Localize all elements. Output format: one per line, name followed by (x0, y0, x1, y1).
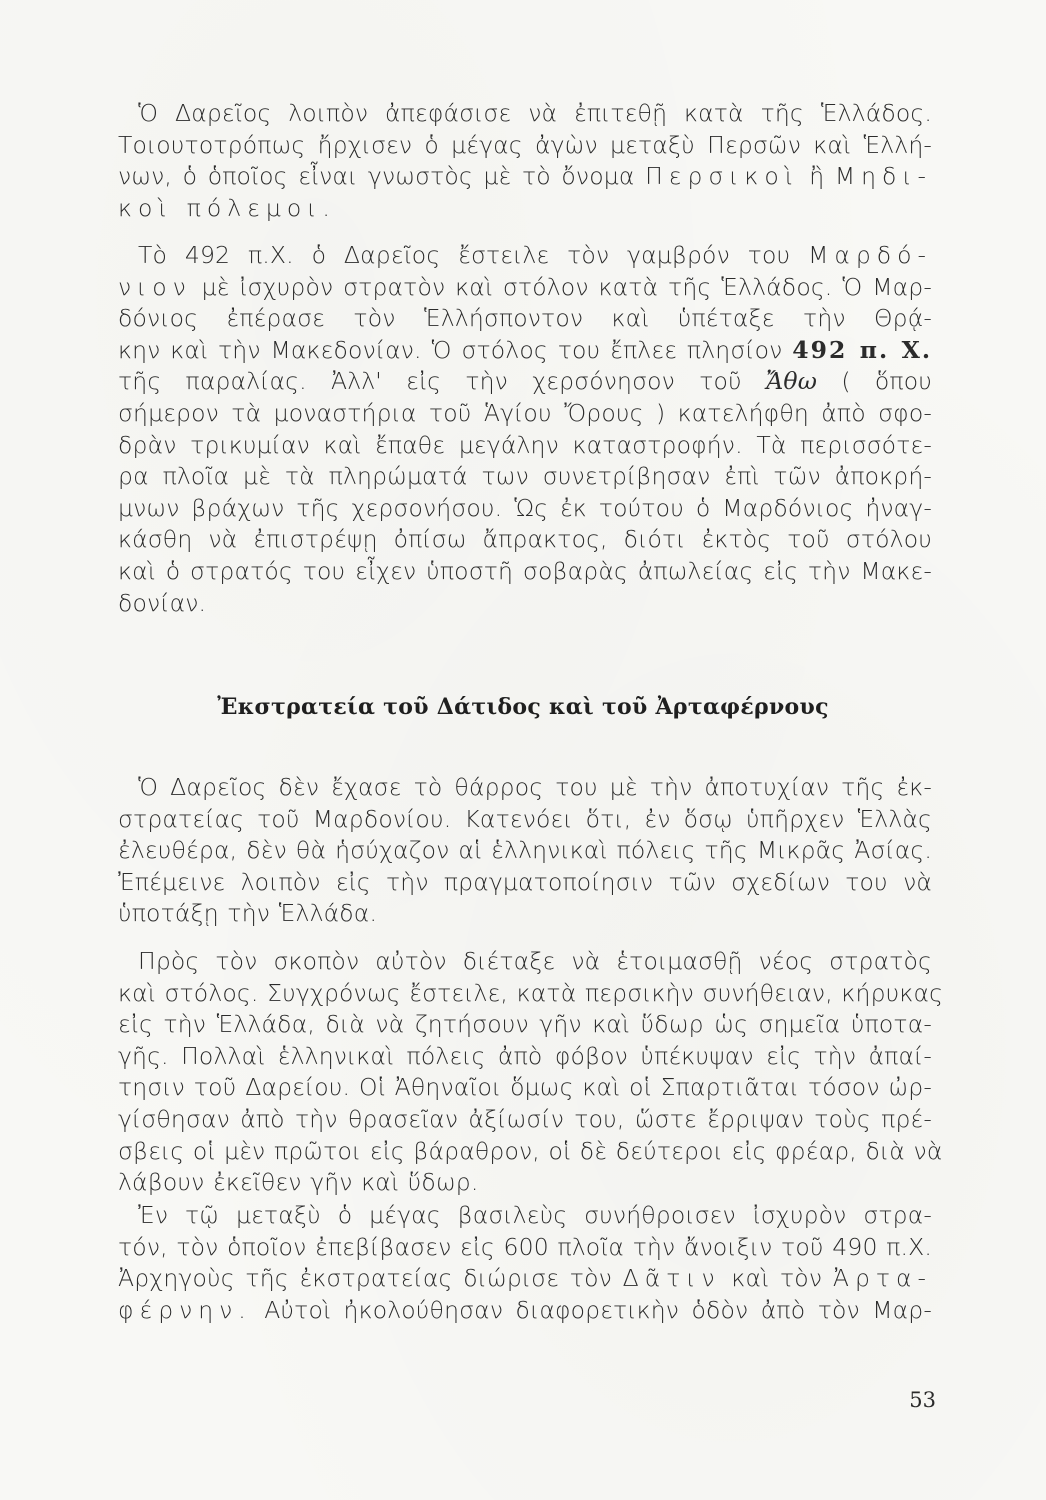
text-fragment: Ἀρχηγοὺς τῆς ἐκστρατείας διώρισε τὸν (118, 1264, 612, 1293)
emphasized-term: Περσικοὶ (645, 162, 799, 191)
paragraph-mardonius (118, 240, 932, 619)
emphasized-term: νιον (118, 272, 192, 301)
text-fragment: ἢ (809, 162, 825, 191)
text-line: καὶ ὁ στρατός του εἶχεν ὑποστῆ σοβαρὰς ἀπωλείας εἰς τὴν Μακε- (118, 556, 932, 585)
paragraph-darius-decision (118, 98, 932, 224)
text-line: Τοιουτοτρόπως ἤρχισεν ὁ μέγας ἀγὼν μεταξὺ Περσῶν καὶ Ἑλλή- (118, 130, 932, 159)
paragraph-heralds (118, 946, 944, 1199)
text-fragment: μὲ ἰσχυρὸν στρατὸν καὶ στόλον κατὰ τῆς Ἑλλάδος. Ὁ Μαρ- (201, 272, 932, 301)
text-line (118, 161, 932, 193)
text-line: εἰς τὴν Ἑλλάδα, διὰ νὰ ζητήσουν γῆν καὶ ὕδωρ ὡς σημεῖα ὑποτα- (118, 1010, 932, 1039)
text-line (118, 272, 932, 304)
text-line: μνων βράχων τῆς χερσονήσου. Ὡς ἐκ τούτου ὁ Μαρδόνιος ἠναγ- (118, 493, 932, 522)
text-line (118, 1295, 932, 1327)
text-line: λάβουν ἐκεῖθεν γῆν καὶ ὕδωρ. (118, 1168, 479, 1197)
text-fragment: κην καὶ τὴν Μακεδονίαν. Ὁ στόλος του ἔπλεε πλησίον (118, 335, 783, 364)
paragraph-datis-artaphernes (118, 1200, 932, 1326)
text-line: Ἐπέμεινε λοιπὸν εἰς τὴν πραγματοποίησιν τῶν σχεδίων του νὰ (118, 867, 932, 896)
text-line (118, 1263, 932, 1295)
emphasized-term: Μηδι- (834, 162, 933, 191)
paragraph-darius-persists (118, 772, 932, 930)
text-line: στρατείας τοῦ Μαρδονίου. Κατενόει ὅτι, ἐν ὅσῳ ὑπῆρχεν Ἑλλὰς (118, 804, 932, 833)
text-line: Πρὸς τὸν σκοπὸν αὐτὸν διέταξε νὰ ἑτοιμασθῇ νέος στρατὸς (138, 947, 932, 975)
section-heading: Ἐκστρατεία τοῦ Δάτιδος καὶ τοῦ Ἀρταφέρνους (217, 694, 829, 720)
text-line (118, 240, 932, 272)
emphasized-term: κοὶ πόλεμοι. (118, 193, 336, 222)
text-line: ἐλευθέρα, δὲν θὰ ἡσύχαζον αἱ ἑλληνικαὶ πόλεις τῆς Μικρᾶς Ἀσίας. (118, 836, 932, 865)
text-fragment: τῆς παραλίας. Ἀλλ' εἰς τὴν χερσόνησον τοῦ (118, 367, 742, 396)
text-line (118, 366, 932, 398)
text-fragment: ( ὅπου (841, 367, 932, 396)
emphasized-term: Ἀρτα- (832, 1264, 932, 1293)
text-line: δρὰν τρικυμίαν καὶ ἔπαθε μεγάλην καταστροφήν. Τὰ περισσότε- (118, 430, 932, 459)
emphasized-term: Δᾶτιν (622, 1264, 721, 1293)
emphasized-term: Μαρδό- (808, 241, 933, 269)
emphasized-term: φέρνην. (118, 1295, 252, 1324)
text-line: Ἐν τῷ μεταξὺ ὁ μέγας βασιλεὺς συνήθροισεν ἰσχυρὸν στρα- (138, 1201, 932, 1229)
text-line: τησιν τοῦ Δαρείου. Οἱ Ἀθηναῖοι ὅμως καὶ οἱ Σπαρτιᾶται τόσον ὠρ- (118, 1073, 932, 1102)
text-fragment: καὶ τὸν (731, 1264, 823, 1293)
text-fragment: Αὐτοὶ ἠκολούθησαν διαφορετικὴν ὁδὸν ἀπὸ τὸν Μαρ- (264, 1295, 933, 1324)
text-line: σήμερον τὰ μοναστήρια τοῦ Ἁγίου Ὄρους ) κατελήφθη ἀπὸ σφο- (118, 398, 932, 427)
italic-term: Ἄθω (766, 367, 818, 396)
text-line: Ὁ Δαρεῖος λοιπὸν ἀπεφάσισε νὰ ἐπιτεθῇ κατὰ τῆς Ἑλλάδος. (138, 99, 932, 127)
margin-annotation: 492 π. Χ. (792, 335, 933, 364)
text-line: γῆς. Πολλαὶ ἑλληνικαὶ πόλεις ἀπὸ φόβον ὑπέκυψαν εἰς τὴν ἀπαί- (118, 1041, 932, 1070)
text-line (118, 335, 932, 367)
text-fragment: Τὸ 492 π.Χ. ὁ Δαρεῖος ἔστειλε τὸν γαμβρόν του (138, 241, 791, 269)
text-line: καὶ στόλος. Συγχρόνως ἔστειλε, κατὰ περσικὴν συνήθειαν, κήρυκας (118, 978, 944, 1007)
text-fragment: νων, ὁ ὁποῖος εἶναι γνωστὸς μὲ τὸ ὄνομα (118, 162, 635, 191)
text-line: ὑποτάξῃ τὴν Ἑλλάδα. (118, 899, 378, 928)
text-line: τόν, τὸν ὁποῖον ἐπεβίβασεν εἰς 600 πλοῖα τὴν ἄνοιξιν τοῦ 490 π.Χ. (118, 1232, 932, 1261)
text-line: κάσθη νὰ ἐπιστρέψῃ ὀπίσω ἄπρακτος, διότι ἐκτὸς τοῦ στόλου (118, 525, 932, 554)
text-line: σβεις οἱ μὲν πρῶτοι εἰς βάραθρον, οἱ δὲ δεύτεροι εἰς φρέαρ, διὰ νὰ (118, 1136, 943, 1165)
text-line: δονίαν. (118, 588, 207, 617)
text-line: δόνιος ἐπέρασε τὸν Ἑλλήσποντον καὶ ὑπέταξε τὴν Θρᾴ- (118, 304, 932, 333)
text-line: γίσθησαν ἀπὸ τὴν θρασεῖαν ἀξίωσίν του, ὥστε ἔρριψαν τοὺς πρέ- (118, 1104, 932, 1133)
text-line: Ὁ Δαρεῖος δὲν ἔχασε τὸ θάρρος του μὲ τὴν ἀποτυχίαν τῆς ἐκ- (138, 773, 932, 801)
page-number: 53 (909, 1388, 936, 1412)
text-line: ρα πλοῖα μὲ τὰ πληρώματά των συνετρίβησαν ἐπὶ τῶν ἀποκρή- (118, 462, 932, 491)
